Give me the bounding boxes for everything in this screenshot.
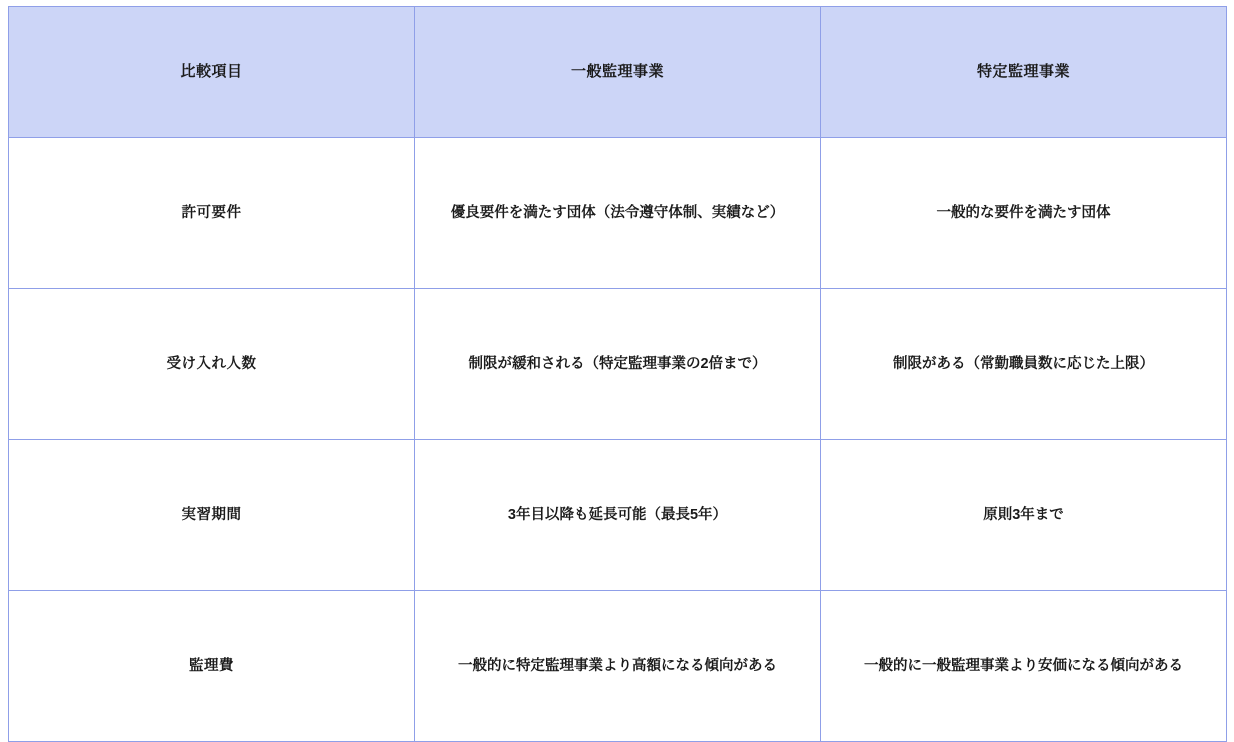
cell-general-acceptance-count: 制限が緩和される（特定監理事業の2倍まで） [415,289,821,440]
cell-specific-acceptance-count: 制限がある（常勤職員数に応じた上限） [821,289,1227,440]
column-header-general: 一般監理事業 [415,7,821,138]
row-label-permit-requirements: 許可要件 [9,138,415,289]
column-header-specific: 特定監理事業 [821,7,1227,138]
row-label-training-period: 実習期間 [9,440,415,591]
table-row [9,289,1227,440]
table-row [9,138,1227,289]
row-label-supervision-fee: 監理費 [9,591,415,742]
table-row [9,440,1227,591]
cell-specific-permit-requirements: 一般的な要件を満たす団体 [821,138,1227,289]
cell-general-permit-requirements: 優良要件を満たす団体（法令遵守体制、実績など） [415,138,821,289]
table-body [9,138,1227,742]
cell-specific-supervision-fee: 一般的に一般監理事業より安価になる傾向がある [821,591,1227,742]
column-header-item: 比較項目 [9,7,415,138]
table-row [9,591,1227,742]
table-header-row [9,7,1227,138]
cell-specific-training-period: 原則3年まで [821,440,1227,591]
cell-general-training-period: 3年目以降も延長可能（最長5年） [415,440,821,591]
comparison-table [8,6,1227,742]
row-label-acceptance-count: 受け入れ人数 [9,289,415,440]
table-header [9,7,1227,138]
cell-general-supervision-fee: 一般的に特定監理事業より高額になる傾向がある [415,591,821,742]
